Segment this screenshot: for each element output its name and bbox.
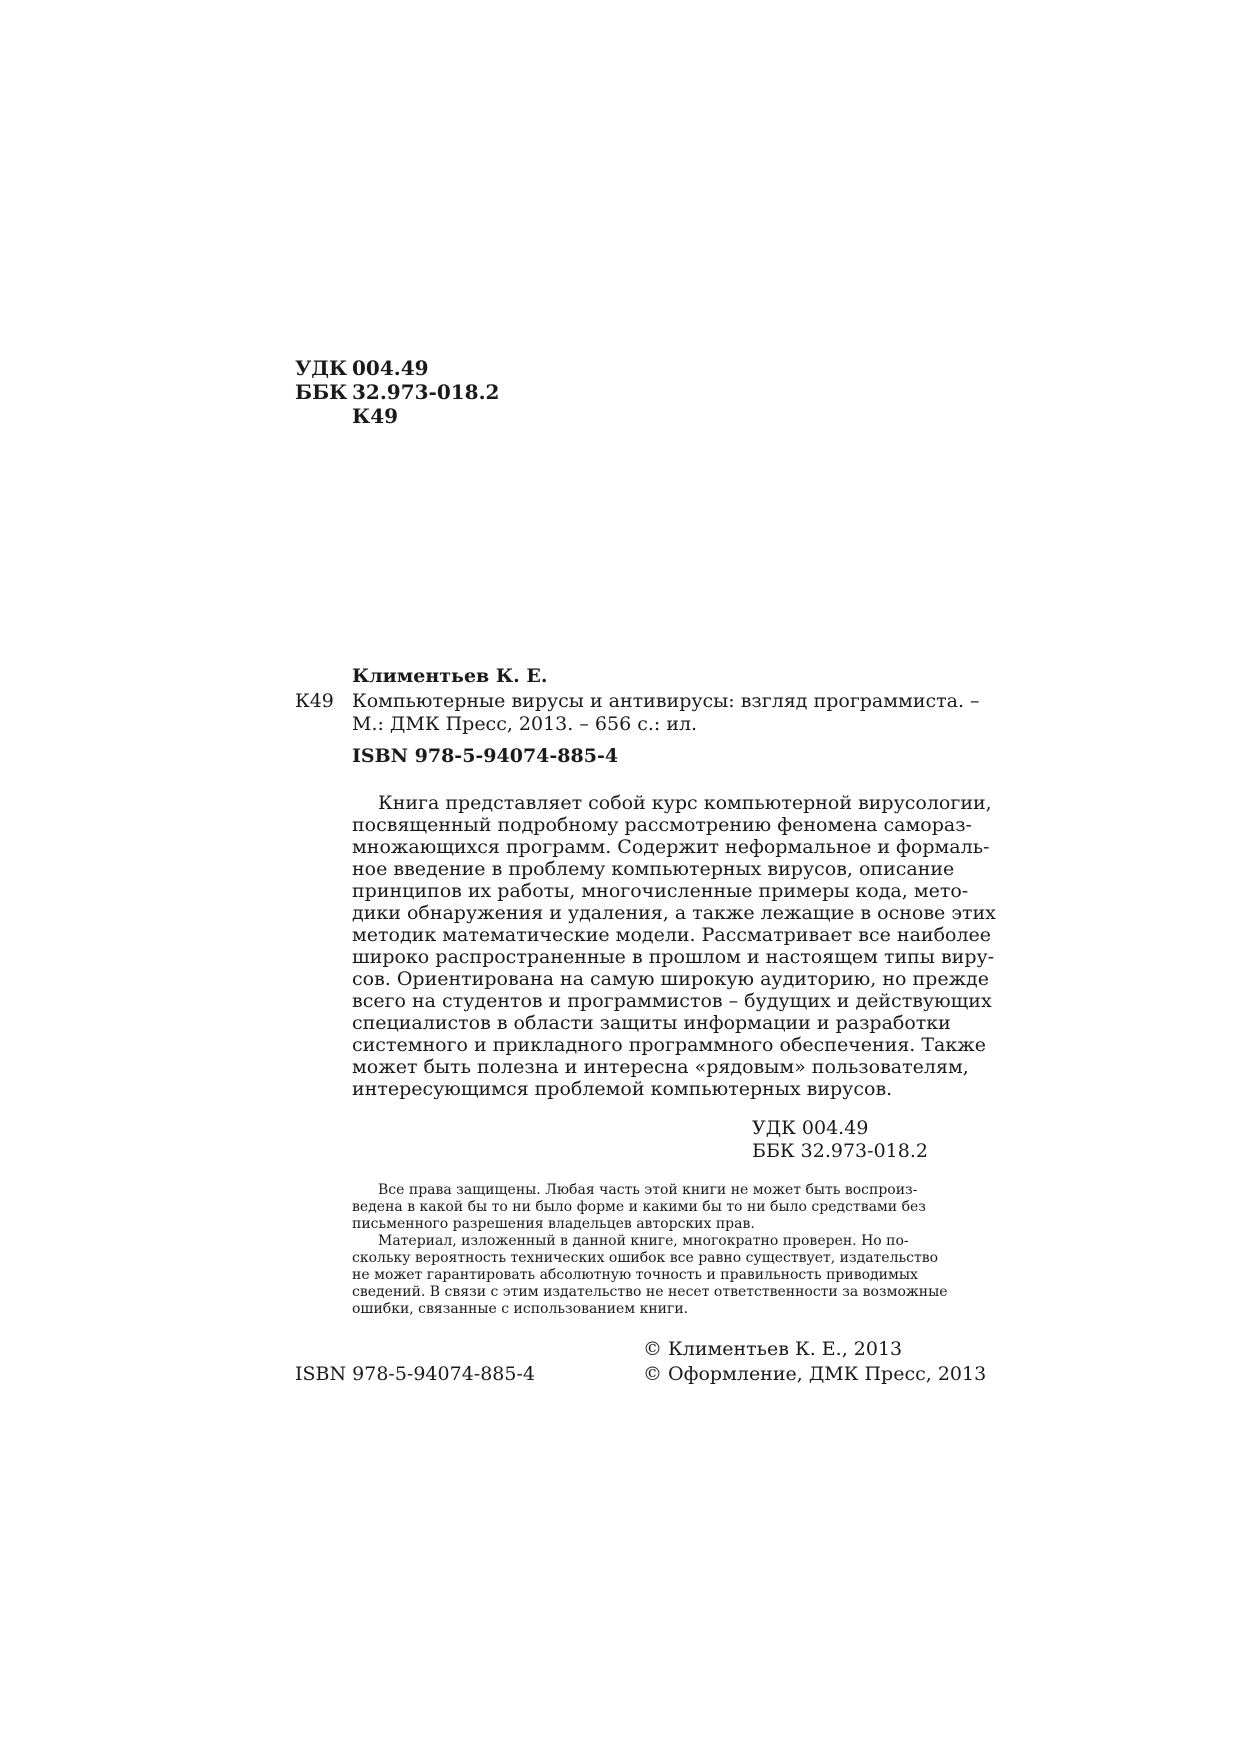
- legal-line: Материал, изложенный в данной книге, многократно проверен. Но по-: [378, 1233, 909, 1249]
- copyright-author: © Климентьев К. Е., 2013: [643, 1338, 903, 1360]
- legal-line: сведений. В связи с этим издательство не несет ответственности за возможные: [352, 1284, 948, 1300]
- classification-udk: УДК 004.49: [752, 1117, 869, 1139]
- legal-line: ведена в какой бы то ни было форме и какими бы то ни было средствами без: [352, 1199, 926, 1215]
- legal-line: не может гарантировать абсолютную точность и правильность приводимых: [352, 1267, 918, 1283]
- abstract-line: принципов их работы, многочисленные примеры кода, мето-: [352, 880, 969, 902]
- bbk-header-value: 32.973-018.2: [352, 380, 500, 404]
- abstract-line: Книга представляет собой курс компьютерной вирусологии,: [378, 792, 992, 814]
- abstract-line: дики обнаружения и удаления, а также лежащие в основе этих: [352, 902, 996, 924]
- abstract: [352, 792, 996, 1100]
- citation-title-line-1: Компьютерные вирусы и антивирусы: взгляд программиста. –: [352, 690, 980, 712]
- footer-isbn: ISBN 978-5-94074-885-4: [295, 1363, 535, 1385]
- abstract-line: может быть полезна и интересна «рядовым» пользователям,: [352, 1056, 969, 1078]
- abstract-line: сов. Ориентирована на самую широкую аудиторию, но прежде: [352, 968, 990, 990]
- legal-line: письменного разрешения владельцев авторских прав.: [352, 1216, 755, 1232]
- bbk-header-label: ББК: [295, 380, 348, 404]
- abstract-line: широко распространенные в прошлом и настоящем типы виру-: [352, 946, 995, 968]
- legal-line: ошибки, связанные с использованием книги.: [352, 1301, 689, 1317]
- citation-isbn: ISBN 978-5-94074-885-4: [352, 745, 619, 767]
- citation-author: Климентьев К. Е.: [352, 665, 548, 687]
- citation-code: К49: [295, 690, 334, 712]
- abstract-line: системного и прикладного программного обеспечения. Также: [352, 1034, 986, 1056]
- abstract-line: ное введение в проблему компьютерных вирусов, описание: [352, 858, 955, 880]
- abstract-line: методик математические модели. Рассматривает все наиболее: [352, 924, 992, 946]
- citation-title-line-2: М.: ДМК Пресс, 2013. – 656 с.: ил.: [352, 713, 698, 735]
- abstract-line: посвященный подробному рассмотрению феномена самораз-: [352, 814, 972, 836]
- legal-notice: [352, 1182, 948, 1318]
- legal-line: Все права защищены. Любая часть этой книги не может быть воспроиз-: [378, 1182, 918, 1198]
- classification-bbk: ББК 32.973-018.2: [752, 1140, 928, 1162]
- udk-header-value: 004.49: [352, 356, 429, 380]
- abstract-line: интересующимся проблемой компьютерных вирусов.: [352, 1078, 893, 1100]
- abstract-line: множающихся программ. Содержит неформальное и формаль-: [352, 836, 990, 858]
- legal-line: скольку вероятность технических ошибок все равно существует, издательство: [352, 1250, 939, 1266]
- copyright-design: © Оформление, ДМК Пресс, 2013: [643, 1363, 987, 1385]
- udk-header-label: УДК: [295, 356, 348, 380]
- abstract-line: специалистов в области защиты информации и разработки: [352, 1012, 951, 1034]
- abstract-line: всего на студентов и программистов – будущих и действующих: [352, 990, 992, 1012]
- author-code-header: К49: [352, 404, 399, 428]
